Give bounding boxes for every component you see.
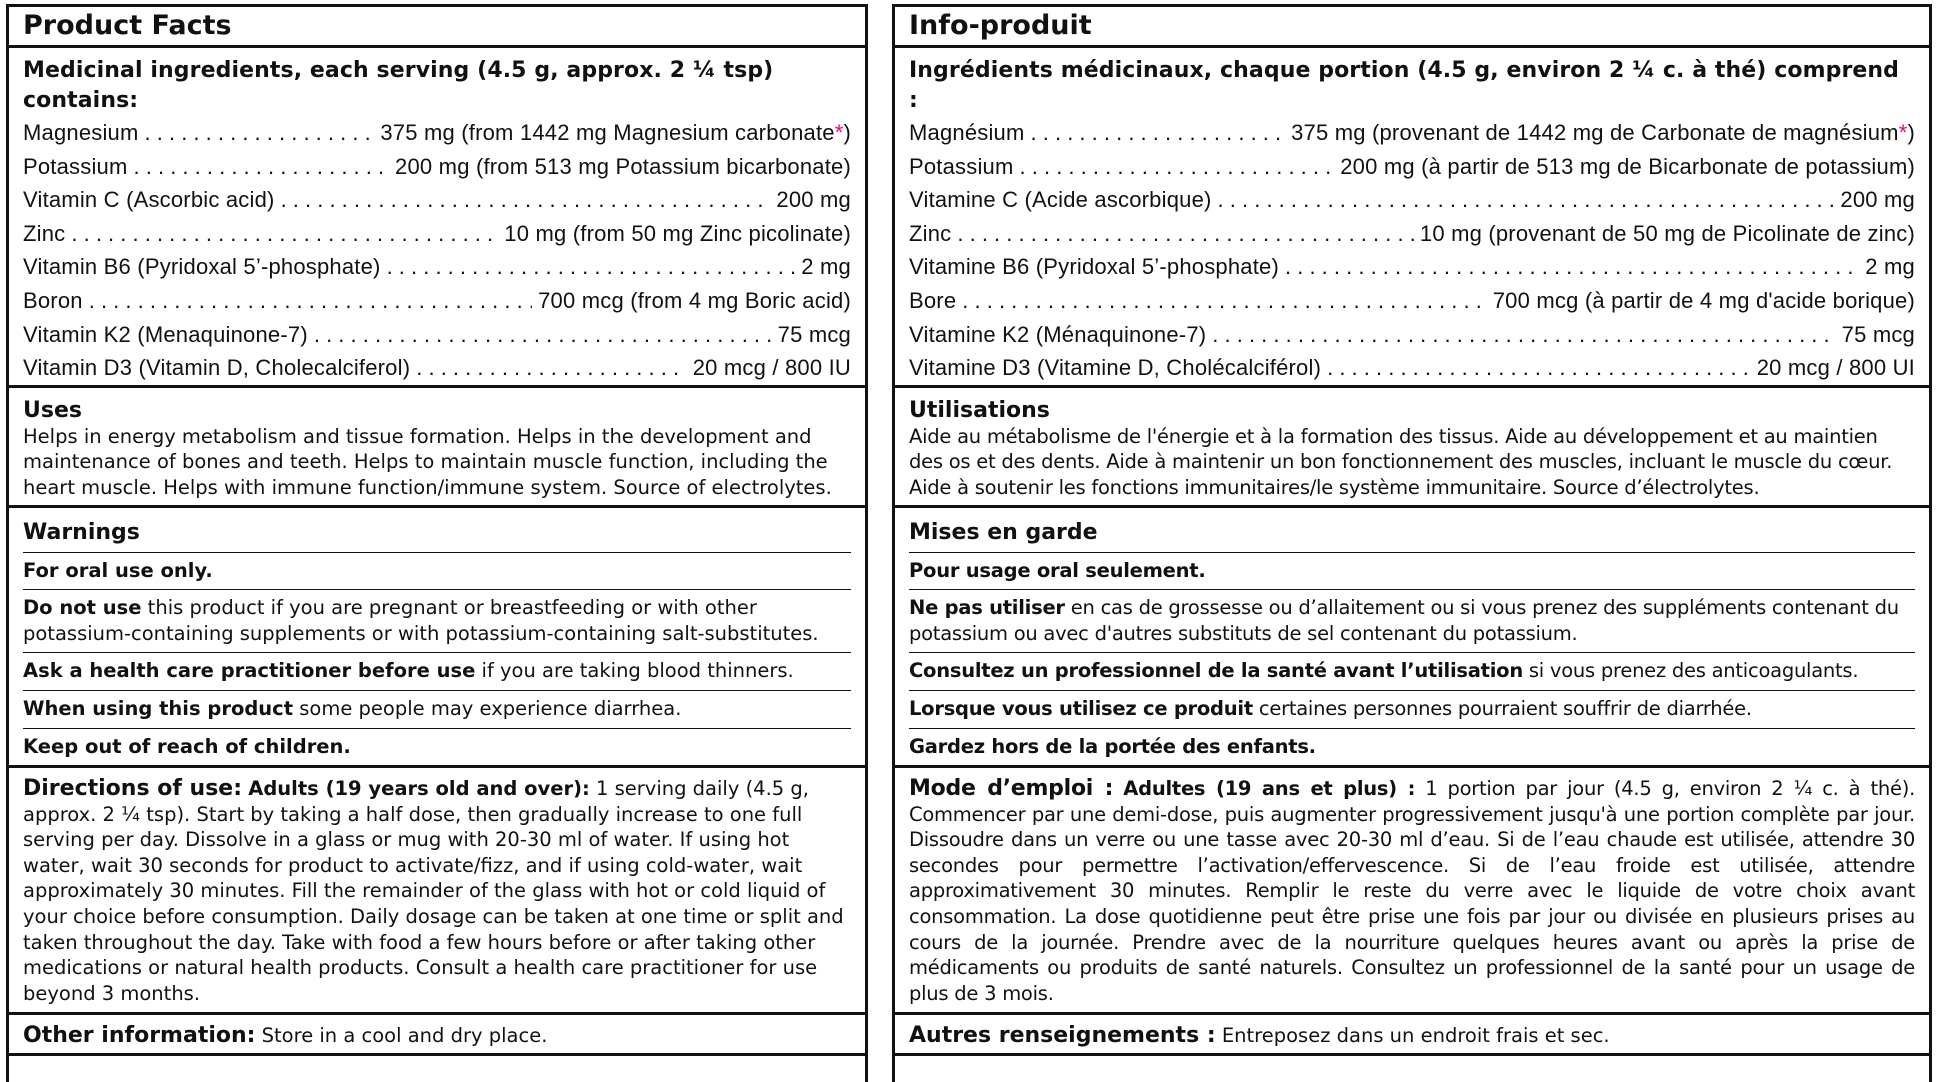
dot-leader	[1212, 318, 1835, 352]
ingredient-row	[909, 351, 1915, 385]
warning-text: this product if you are pregnant or breastfeeding or with other potassium-containing supplements or with potassium-containing salt-substitutes.	[23, 596, 819, 645]
warning-lead: Gardez hors de la portée des enfants.	[909, 734, 1316, 758]
ingredient-name: Magnesium	[23, 120, 139, 145]
ingredient-name: Vitamin B6 (Pyridoxal 5’-phosphate)	[23, 254, 381, 280]
warning-lead: Pour usage oral seulement.	[909, 558, 1206, 582]
warning-item	[23, 553, 851, 591]
ingredient-amount-text: 75 mcg	[1841, 321, 1915, 347]
ingredient-row	[909, 183, 1915, 217]
directions-title: Directions of use:	[23, 776, 243, 802]
ingredients-list	[23, 116, 851, 385]
directions-text-fr: 1 portion par jour (4.5 g, environ 2 ¼ c. à thé). Commencer par une demi-dose, puis augmenter progressivement jusqu'à une portion complète par jour. Dissoudre dans un verre ou une tasse avec 20-30 ml d’eau. Si de l’eau chaude est utilisée, attendre 30 secondes pour permettre l’activation/effervescence. Si de l’eau froide est utilisée, attendre approximativement 30 minutes. Remplir le reste du verre avec le liquide de votre choix avant consommation. La dose quotidienne peut être prise une fois par jour ou divisée en plusieurs prises au cours de la journée. Prendre avec de la nourriture quelques heures avant ou après la prise de médicaments ou produits de santé naturels. Consultez un professionnel de la santé pour un usage de plus de 3 mois.	[909, 777, 1916, 1005]
other-information-text: Store in a cool and dry place.	[255, 1024, 548, 1048]
warning-item	[23, 590, 851, 653]
ingredient-row	[23, 351, 851, 385]
dot-leader	[416, 351, 686, 385]
ingredients-list-fr	[909, 116, 1915, 385]
warning-text: si vous prenez des anticoagulants.	[1522, 659, 1859, 683]
ingredient-amount	[1757, 351, 1915, 385]
dot-leader	[71, 217, 498, 251]
panel-title-fr: Info-produit	[895, 7, 1929, 48]
asterisk-marker: *	[1898, 120, 1908, 145]
dot-leader	[1031, 116, 1286, 150]
ingredient-row	[909, 116, 1915, 150]
warning-lead: Keep out of reach of children.	[23, 734, 351, 758]
warnings-list-fr	[909, 553, 1915, 766]
warning-lead: When using this product	[23, 696, 294, 720]
warnings-title-fr: Mises en garde	[909, 508, 1915, 553]
ingredient-amount	[1420, 217, 1915, 251]
ingredient-name: Vitamin C (Ascorbic acid)	[23, 187, 275, 213]
warning-item	[909, 729, 1915, 766]
directions-text: 1 serving daily (4.5 g, approx. 2 ¼ tsp). Start by taking a half dose, then gradually increase to one full serving per day. Dissolve in a glass or mug with 20-30 ml of water. If using hot water, wait 30 seconds for product to activate/fizz, and if using cold-water, wait approximately 30 minutes. Fill the remainder of the glass with hot or cold liquid of your choice before consumption. Daily dosage can be taken at one time or split and taken throughout the day. Take with food a few hours before or after taking other medications or natural health products. Consult a health care practitioner for use beyond 3 months.	[23, 777, 844, 1005]
warning-lead: For oral use only.	[23, 558, 213, 582]
ingredient-name: Zinc	[909, 220, 952, 246]
warning-item	[909, 691, 1915, 729]
ingredient-name: Vitamine K2 (Ménaquinone-7)	[909, 321, 1207, 347]
dot-leader	[134, 150, 390, 184]
ingredient-name: Boron	[23, 287, 83, 313]
ingredient-name: Vitamin K2 (Menaquinone-7)	[23, 321, 308, 347]
ingredient-row	[23, 284, 851, 318]
ingredient-row	[23, 150, 851, 184]
ingredient-amount	[1340, 150, 1915, 184]
ingredient-amount	[538, 284, 851, 318]
ingredient-amount-text: 375 mg (from 1442 mg Magnesium carbonate	[380, 120, 835, 145]
ingredient-amount-text: 20 mcg / 800 UI	[1756, 355, 1915, 381]
directions-section-fr	[895, 768, 1929, 1015]
ingredient-name: Potassium	[909, 153, 1014, 179]
dot-leader	[145, 116, 375, 150]
ingredient-row	[23, 250, 851, 284]
ingredient-amount-text: 200 mg (à partir de 513 mg de Bicarbonate de potassium)	[1340, 153, 1915, 179]
product-facts-panel	[6, 4, 868, 1082]
ingredient-name: Zinc	[23, 220, 66, 246]
ingredients-header: Medicinal ingredients, each serving (4.5 g, approx. 2 ¼ tsp) contains:	[23, 58, 774, 113]
ingredient-row	[909, 318, 1915, 352]
warnings-list	[23, 553, 851, 766]
directions-label: Adults (19 years old and over):	[248, 777, 590, 801]
ingredients-section	[9, 48, 865, 388]
uses-section	[9, 388, 865, 508]
directions-label-fr: Adultes (19 ans et plus) :	[1123, 777, 1416, 801]
ingredient-name: Vitamin D3 (Vitamin D, Cholecalciferol)	[23, 355, 411, 381]
dot-leader	[1285, 250, 1859, 284]
ingredient-amount-text: 375 mg (provenant de 1442 mg de Carbonate de magnésium	[1291, 120, 1899, 145]
warning-lead: Do not use	[23, 596, 142, 620]
closing-paren: )	[1907, 120, 1915, 145]
directions-section	[9, 768, 865, 1015]
ingredient-name: Vitamine D3 (Vitamine D, Cholécalciférol)	[909, 355, 1322, 381]
warning-item	[909, 653, 1915, 691]
ingredient-amount-text: 2 mg	[801, 254, 851, 280]
other-information-section-fr	[895, 1015, 1929, 1056]
warnings-section	[9, 508, 865, 769]
ingredients-section-fr	[895, 48, 1929, 388]
ingredient-amount-text: 10 mg (provenant de 50 mg de Picolinate de zinc)	[1419, 220, 1915, 246]
ingredient-row	[23, 318, 851, 352]
other-information-title: Other information:	[23, 1023, 256, 1049]
warning-item	[909, 590, 1915, 653]
uses-title-fr: Utilisations	[909, 397, 1050, 423]
dot-leader	[957, 217, 1414, 251]
ingredient-row	[909, 217, 1915, 251]
ingredient-amount	[1865, 250, 1915, 284]
ingredient-amount	[1291, 116, 1915, 150]
dot-leader	[314, 318, 772, 352]
ingredient-amount	[801, 250, 851, 284]
ingredient-row	[909, 150, 1915, 184]
dot-leader	[1327, 351, 1751, 385]
warning-item	[23, 653, 851, 691]
ingredient-row	[909, 250, 1915, 284]
uses-section-fr	[895, 388, 1929, 508]
dot-leader	[387, 250, 796, 284]
uses-text-fr: Aide au métabolisme de l'énergie et à la formation des tissus. Aide au développement et au maintien des os et des dents. Aide à maintenir un bon fonctionnement des muscles, incluant le muscle du cœur. Aide à soutenir les fonctions immunitaires/le système immunitaire. Source d’électrolytes.	[909, 424, 1893, 499]
dot-leader	[1020, 150, 1335, 184]
ingredient-amount	[380, 116, 851, 150]
warning-text: some people may experience diarrhea.	[293, 696, 682, 720]
warning-text: certaines personnes pourraient souffrir de diarrhée.	[1252, 696, 1752, 720]
ingredient-amount-text: 75 mcg	[777, 321, 851, 347]
ingredient-amount-text: 200 mg	[776, 187, 851, 213]
ingredient-row	[23, 116, 851, 150]
ingredient-amount	[776, 183, 851, 217]
ingredient-name: Bore	[909, 287, 957, 313]
ingredient-amount-text: 700 mcg (à partir de 4 mg d'acide borique)	[1492, 287, 1915, 313]
ingredient-amount	[395, 150, 851, 184]
closing-paren: )	[843, 120, 851, 145]
directions-text-block-fr	[909, 768, 1915, 1012]
ingredient-amount	[693, 351, 851, 385]
ingredient-amount-text: 700 mcg (from 4 mg Boric acid)	[538, 287, 851, 313]
dot-leader	[89, 284, 532, 318]
uses-title: Uses	[23, 397, 82, 423]
other-information-title-fr: Autres renseignements :	[909, 1023, 1216, 1049]
other-information-block	[23, 1015, 851, 1053]
ingredients-header-fr: Ingrédients médicinaux, chaque portion (4.5 g, environ 2 ¼ c. à thé) comprend :	[909, 58, 1900, 113]
directions-text-block	[23, 768, 851, 1012]
ingredient-amount	[504, 217, 851, 251]
ingredient-name: Vitamine C (Acide ascorbique)	[909, 187, 1212, 213]
other-information-section	[9, 1015, 865, 1056]
ingredient-name: Magnésium	[909, 120, 1025, 145]
info-produit-panel	[892, 4, 1932, 1082]
dot-leader	[962, 284, 1486, 318]
ingredient-amount-text: 10 mg (from 50 mg Zinc picolinate)	[504, 220, 851, 246]
warnings-section-fr	[895, 508, 1929, 769]
ingredient-amount	[1493, 284, 1915, 318]
ingredient-name: Vitamine B6 (Pyridoxal 5’-phosphate)	[909, 254, 1279, 280]
directions-title-fr: Mode d’emploi :	[909, 776, 1114, 802]
ingredient-amount	[1840, 183, 1915, 217]
ingredient-amount-text: 200 mg	[1840, 187, 1915, 213]
warning-lead: Ask a health care practitioner before use	[23, 659, 476, 683]
warning-lead: Lorsque vous utilisez ce produit	[909, 696, 1253, 720]
ingredient-amount-text: 200 mg (from 513 mg Potassium bicarbonate)	[395, 153, 851, 179]
other-information-text-fr: Entreposez dans un endroit frais et sec.	[1215, 1024, 1610, 1048]
warning-lead: Ne pas utiliser	[909, 596, 1065, 620]
warning-text: if you are taking blood thinners.	[475, 659, 794, 683]
ingredient-amount-text: 2 mg	[1865, 254, 1915, 280]
dot-leader	[281, 183, 771, 217]
warnings-title: Warnings	[23, 508, 851, 553]
panel-title: Product Facts	[9, 7, 865, 48]
warning-item	[23, 691, 851, 729]
ingredient-name: Potassium	[23, 153, 128, 179]
ingredient-row	[909, 284, 1915, 318]
uses-text: Helps in energy metabolism and tissue formation. Helps in the development and maintenance of bones and teeth. Helps to maintain muscle function, including the heart muscle. Helps with immune function/immune system. Source of electrolytes.	[23, 424, 832, 499]
dot-leader	[1218, 183, 1835, 217]
ingredient-amount	[1842, 318, 1915, 352]
warning-item	[23, 729, 851, 766]
ingredient-row	[23, 183, 851, 217]
asterisk-marker: *	[834, 120, 844, 145]
warning-item	[909, 553, 1915, 591]
ingredient-row	[23, 217, 851, 251]
ingredient-amount-text: 20 mcg / 800 IU	[692, 355, 851, 381]
warning-lead: Consultez un professionnel de la santé avant l’utilisation	[909, 659, 1523, 683]
ingredient-amount	[778, 318, 851, 352]
warning-text: en cas de grossesse ou d’allaitement ou si vous prenez des suppléments contenant du potassium ou avec d'autres substituts de sel contenant du potassium.	[909, 596, 1899, 645]
other-information-block-fr	[909, 1015, 1915, 1053]
